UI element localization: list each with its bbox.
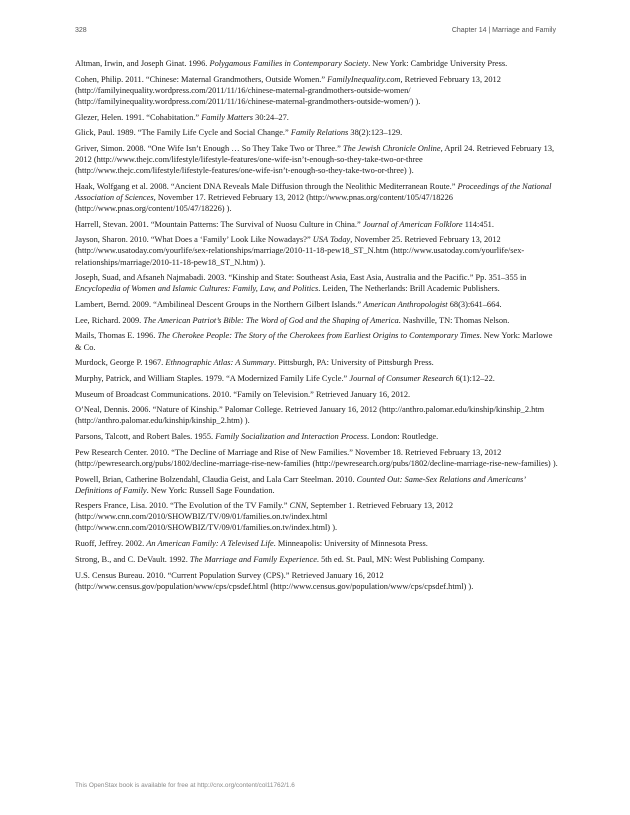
reference-entry xyxy=(75,315,561,326)
reference-text: . Minneapolis: University of Minnesota Press. xyxy=(273,539,428,549)
reference-entry xyxy=(75,330,561,352)
reference-source-title: The Jewish Chronicle Online xyxy=(342,143,441,153)
reference-text: Murdock, George P. 1967. xyxy=(75,358,166,368)
reference-entry xyxy=(75,538,561,549)
reference-source-title: Journal of American Folklore xyxy=(362,219,463,229)
reference-entry xyxy=(75,181,561,214)
reference-text: U.S. Census Bureau. 2010. “Current Population Survey (CPS).” Retrieved January 16, 2012 (http://www.census.gov/population/www/cps/cpsdef.html (http://www.census.gov/population/www/cps/cpsdef.html) ). xyxy=(75,570,474,591)
page-header xyxy=(75,27,556,39)
reference-entry xyxy=(75,74,561,107)
reference-source-title: Journal of Consumer Research xyxy=(349,373,454,383)
reference-text: Glezer, Helen. 1991. “Cohabitation.” xyxy=(75,112,202,122)
reference-list xyxy=(75,58,561,596)
reference-entry xyxy=(75,431,561,442)
reference-text: . Leiden, The Netherlands: Brill Academic Publishers. xyxy=(318,284,500,294)
reference-text: Museum of Broadcast Communications. 2010. “Family on Television.” Retrieved January 16, 2012. xyxy=(75,389,411,399)
reference-text: Respers France, Lisa. 2010. “The Evolution of the TV Family.” xyxy=(75,501,290,511)
reference-source-title: Polygamous Families in Contemporary Society xyxy=(209,59,369,68)
reference-text: 68(3):641–664. xyxy=(447,300,502,310)
reference-text: Pew Research Center. 2010. “The Decline of Marriage and Rise of New Families.” November 18. Retrieved February 13, 2012 (http://pewresearch.org/pubs/1802/decline-marriage-rise-new-families (http://pewresearch.org/pubs/1802/decline-marriage-rise-new-families) ). xyxy=(75,447,558,468)
reference-source-title: The Cherokee People: The Story of the Cherokees from Earliest Origins to Contemporary Times xyxy=(157,331,480,341)
reference-entry xyxy=(75,500,561,533)
reference-source-title: Family Matters xyxy=(201,112,254,122)
reference-text: , November 25. Retrieved February 13, 2012 (http://www.usatoday.com/yourlife/sex-relationships/marriage/2010-11-18-pew18_ST_N.htm (http://www.usatoday.com/yourlife/sex-relationships/marriage/2010-11-18-pew18_ST_N.htm) ). xyxy=(75,235,525,267)
reference-source-title: The American Patriot’s Bible: The Word of God and the Shaping of America xyxy=(143,315,399,325)
chapter-title: Chapter 14 | Marriage and Family xyxy=(451,27,556,34)
reference-text: Strong, B., and C. DeVault. 1992. xyxy=(75,554,190,564)
reference-text: Altman, Irwin, and Joseph Ginat. 1996. xyxy=(75,59,210,68)
reference-text: , Retrieved February 13, 2012 (http://familyinequality.wordpress.com/2011/11/16/chinese-maternal-grandmothers-outside-women/ (http://familyinequality.wordpress.com/2011/11/16/chinese-maternal-grandmothers-outside-women/) ). xyxy=(75,74,501,106)
reference-entry xyxy=(75,447,561,469)
reference-text: 114:451. xyxy=(462,219,494,229)
reference-text: Ruoff, Jeffrey. 2002. xyxy=(75,539,147,549)
reference-entry xyxy=(75,219,561,230)
reference-entry xyxy=(75,554,561,565)
reference-text: . 5th ed. St. Paul, MN: West Publishing Company. xyxy=(316,554,485,564)
reference-entry xyxy=(75,272,561,294)
reference-entry xyxy=(75,570,561,592)
reference-text: , September 1. Retrieved February 13, 2012 (http://www.cnn.com/2010/SHOWBIZ/TV/09/01/families.on.tv/index.html (http://www.cnn.com/2010/SHOWBIZ/TV/09/01/families.on.tv/index.html) ). xyxy=(75,501,454,533)
reference-entry xyxy=(75,58,561,69)
reference-text: O’Neal, Dennis. 2006. “Nature of Kinship.” Palomar College. Retrieved January 16, 2012 (http://anthro.palomar.edu/kinship/kinship_2.htm (http://anthro.palomar.edu/kinship/kinship_2.htm) ). xyxy=(75,405,545,426)
reference-text: . New York: Russell Sage Foundation. xyxy=(146,485,275,495)
reference-entry xyxy=(75,143,561,176)
reference-text: Parsons, Talcott, and Robert Bales. 1955. xyxy=(75,432,216,442)
reference-text: Lambert, Bernd. 2009. “Ambilineal Descent Groups in the Northern Gilbert Islands.” xyxy=(75,300,364,310)
reference-entry xyxy=(75,357,561,368)
reference-entry xyxy=(75,389,561,400)
reference-text: Murphy, Patrick, and William Staples. 1979. “A Modernized Family Life Cycle.” xyxy=(75,373,350,383)
reference-text: Griver, Simon. 2008. “One Wife Isn’t Enough … So They Take Two or Three.” xyxy=(75,143,343,153)
reference-source-title: The Marriage and Family Experience xyxy=(189,554,317,564)
reference-source-title: CNN xyxy=(289,501,307,511)
reference-text: Haak, Wolfgang et al. 2008. “Ancient DNA Reveals Male Diffusion through the Neolithic Mediterranean Route.” xyxy=(75,181,458,191)
reference-source-title: USA Today xyxy=(312,235,351,245)
reference-text: 30:24–27. xyxy=(253,112,289,122)
reference-source-title: Encyclopedia of Women and Islamic Cultures: Family, Law, and Politics xyxy=(75,284,319,294)
reference-entry xyxy=(75,474,561,496)
page-number: 328 xyxy=(75,27,87,34)
reference-text: Jayson, Sharon. 2010. “What Does a ‘Family’ Look Like Nowadays?” xyxy=(75,235,313,245)
reference-text: Mails, Thomas E. 1996. xyxy=(75,331,158,341)
reference-text: , November 17. Retrieved February 13, 2012 (http://www.pnas.org/content/105/47/18226 (http://www.pnas.org/content/105/47/18226) ). xyxy=(75,192,453,213)
reference-source-title: Family Relations xyxy=(290,128,349,138)
reference-source-title: Counted Out: Same-Sex Relations and Americans’ Definitions of Family xyxy=(75,474,526,495)
reference-text: Joseph, Suad, and Afsaneh Najmabadi. 2003. “Kinship and State: Southeast Asia, East Asia, Australia and the Pacific.” Pp. 351–355 in xyxy=(75,273,527,283)
reference-text: . New York: Marlowe & Co. xyxy=(75,331,553,352)
reference-entry xyxy=(75,127,561,138)
reference-entry xyxy=(75,234,561,267)
reference-entry xyxy=(75,373,561,384)
reference-text: 6(1):12–22. xyxy=(453,373,495,383)
reference-entry xyxy=(75,404,561,426)
reference-text: Cohen, Philip. 2011. “Chinese: Maternal Grandmothers, Outside Women.” xyxy=(75,74,328,84)
reference-text: Glick, Paul. 1989. “The Family Life Cycle and Social Change.” xyxy=(75,128,291,138)
reference-text: . Nashville, TN: Thomas Nelson. xyxy=(398,315,510,325)
reference-entry xyxy=(75,112,561,123)
reference-text: Powell, Brian, Catherine Bolzendahl, Claudia Geist, and Lala Carr Steelman. 2010. xyxy=(75,474,357,484)
reference-text: . New York: Cambridge University Press. xyxy=(368,59,508,68)
reference-text: Lee, Richard. 2009. xyxy=(75,315,144,325)
reference-source-title: Family Socialization and Interaction Process xyxy=(215,432,368,442)
reference-text: 38(2):123–129. xyxy=(348,128,403,138)
reference-text: . Pittsburgh, PA: University of Pittsburgh Press. xyxy=(274,358,434,368)
reference-text: , April 24. Retrieved February 13, 2012 (http://www.thejc.com/lifestyle/lifestyle-features/one-wife-isn’t-enough-so-they-take-two-or-three (http://www.thejc.com/lifestyle/lifestyle-features/one-wife-isn’t-enough-so-they-take-two-or-three) ). xyxy=(75,143,555,176)
reference-source-title: Proceedings of the National Association of Sciences xyxy=(75,181,552,202)
page-footer: This OpenStax book is available for free at http://cnx.org/content/col11762/1.6 xyxy=(75,782,295,789)
reference-source-title: American Anthropologist xyxy=(363,300,448,310)
reference-text: Harrell, Stevan. 2001. “Mountain Patterns: The Survival of Nuosu Culture in China.” xyxy=(75,219,363,229)
reference-source-title: Ethnographic Atlas: A Summary xyxy=(165,358,274,368)
reference-source-title: An American Family: A Televised Life xyxy=(146,539,274,549)
reference-source-title: FamilyInequality.com xyxy=(327,74,401,84)
reference-text: . London: Routledge. xyxy=(367,432,439,442)
reference-entry xyxy=(75,299,561,310)
